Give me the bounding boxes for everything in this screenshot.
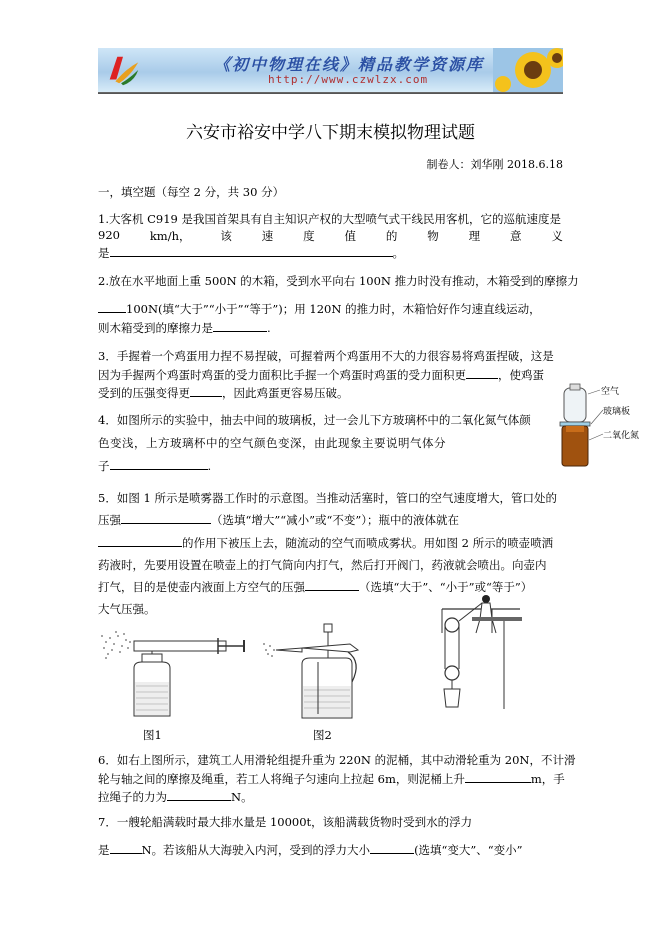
q2-line2: 100N(填“大于”“小于”“等于”)；用 120N 的推力时，木箱恰好作匀速直线运动， xyxy=(98,301,541,317)
answer-blank[interactable] xyxy=(98,535,182,547)
q6-line1: 6．如右上图所示，建筑工人用滑轮组提升重为 220N 的泥桶，其中动滑轮重为 20N，不计滑 xyxy=(98,753,576,767)
q3-line2: 因为手握两个鸡蛋时鸡蛋的受力面积比手握一个鸡蛋时鸡蛋的受力面积更 ，使鸡蛋 xyxy=(98,368,544,382)
header-banner xyxy=(98,48,563,93)
section-heading: 一，填空题（每空 2 分，共 30 分） xyxy=(98,185,285,199)
q1-line2: 920 km/h， 该 速 度 值 的 物 理 意 义 xyxy=(98,228,563,243)
q2-line1: 2.放在水平地面上重 500N 的木箱，受到水平向右 100N 推力时没有推动，木箱受到的摩擦力 xyxy=(98,274,579,288)
q4-line3: 子 . xyxy=(98,459,212,473)
q5-line2: 压强 （选填“增大”“减小”或“不变”）；瓶中的液体就在 xyxy=(98,513,460,527)
q1-line3: 是 。 xyxy=(98,246,404,260)
answer-blank[interactable] xyxy=(466,367,498,379)
label-glass-plate: 玻璃板 xyxy=(603,407,631,417)
q6-line3: 拉绳子的力为 N。 xyxy=(98,790,253,804)
answer-blank[interactable] xyxy=(98,301,126,313)
q4-line2: 色变浅，上方玻璃杯中的空气颜色变深，由此现象主要说明气体分 xyxy=(98,436,446,450)
q6-line2: 轮与轴之间的摩擦及绳重，若工人将绳子匀速向上拉起 6m，则泥桶上升 m，手 xyxy=(98,772,565,786)
q5-line3: 的作用下被压上去，随流动的空气而喷成雾状。用如图 2 所示的喷壶喷洒 xyxy=(98,535,553,551)
sprayer-figure-2 xyxy=(262,622,372,722)
q4-line1: 4．如图所示的实验中，抽去中间的玻璃板，过一会儿下方玻璃杯中的二氧化氮气体颜 xyxy=(98,413,531,427)
q5-line1: 5．如图 1 所示是喷雾器工作时的示意图。当推动活塞时，管口的空气速度增大，管口处的 xyxy=(98,491,557,505)
fig2-caption: 图2 xyxy=(313,728,332,742)
answer-blank[interactable] xyxy=(190,385,222,397)
answer-blank[interactable] xyxy=(110,458,208,470)
answer-blank[interactable] xyxy=(370,842,414,854)
q2-line3: 则木箱受到的摩擦力是 . xyxy=(98,321,271,335)
site-logo-icon xyxy=(104,51,142,89)
answer-blank[interactable] xyxy=(110,245,393,257)
page-title: 六安市裕安中学八下期末模拟物理试题 xyxy=(186,123,475,143)
label-air: 空气 xyxy=(601,387,620,397)
label-no2: 二氧化氮 xyxy=(603,431,640,441)
q1-line1: 1.大客机 C919 是我国首架具有自主知识产权的大型喷气式干线民用客机，它的巡航速度是 xyxy=(98,212,562,226)
answer-blank[interactable] xyxy=(213,320,267,332)
q5-line5: 打气，目的是使壶内液面上方空气的压强 （选填“大于”、“小于”或“等于”） xyxy=(98,580,533,594)
answer-blank[interactable] xyxy=(305,579,359,591)
q5-line6: 大气压强。 xyxy=(98,602,156,616)
answer-blank[interactable] xyxy=(121,512,211,524)
sprayer-figure-1 xyxy=(98,620,248,722)
sunflower-icon xyxy=(493,48,563,92)
q3-line3: 受到的压强变得更 ，因此鸡蛋更容易压破。 xyxy=(98,386,349,400)
q3-line1: 3．手握着一个鸡蛋用力捏不易捏破，可握着两个鸡蛋用不大的力很容易将鸡蛋捏破，这是 xyxy=(98,349,554,363)
answer-blank[interactable] xyxy=(167,789,231,801)
fig1-caption: 图1 xyxy=(143,728,162,742)
q7-line2: 是 N。若该船从大海驶入内河，受到的浮力大小 (选填“变大”、“变小” xyxy=(98,843,523,857)
pulley-worker-figure xyxy=(432,593,524,713)
q5-line4: 药液时，先要用设置在喷壶上的打气筒向内打气，然后打开阀门，药液就会喷出。向壶内 xyxy=(98,558,547,572)
answer-blank[interactable] xyxy=(465,771,531,783)
banner-title: 《初中物理在线》精品教学资源库 xyxy=(214,55,485,74)
header-rule xyxy=(98,93,563,94)
answer-blank[interactable] xyxy=(110,842,142,854)
gas-diffusion-figure xyxy=(548,382,648,470)
author-line: 制卷人：刘华刚 2018.6.18 xyxy=(426,158,563,171)
q7-line1: 7．一艘轮船满载时最大排水量是 10000t，该船满载货物时受到水的浮力 xyxy=(98,815,473,829)
banner-url: http://www.czwlzx.com xyxy=(268,73,429,86)
